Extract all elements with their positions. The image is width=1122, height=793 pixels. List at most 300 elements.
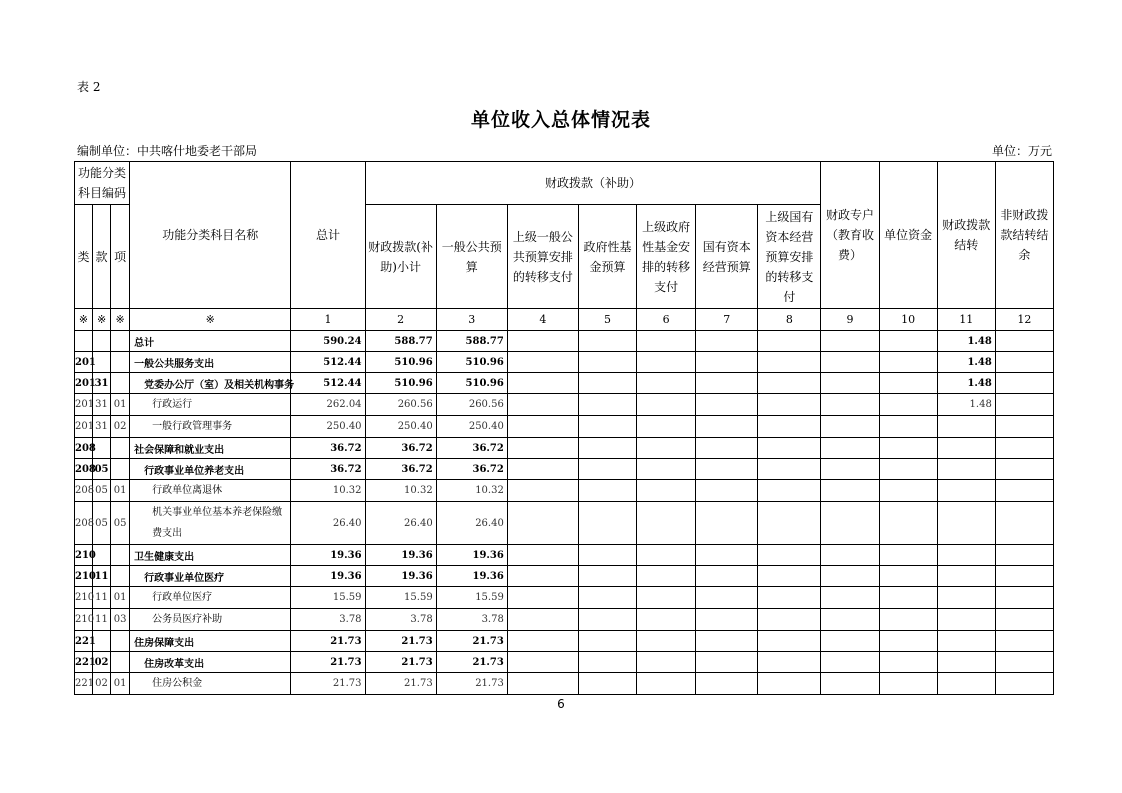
index-cell: 1 <box>291 309 365 331</box>
nonfiscal-carryover-cell <box>995 352 1053 373</box>
nonfiscal-carryover-cell <box>995 631 1053 652</box>
index-cell: 6 <box>637 309 696 331</box>
upper-general-transfer-cell <box>507 331 578 352</box>
upper-general-transfer-cell <box>507 480 578 502</box>
gov-fund-cell <box>578 545 636 566</box>
state-capital-cell <box>696 631 758 652</box>
nonfiscal-carryover-cell <box>995 566 1053 587</box>
fiscal-subtotal-cell: 36.72 <box>365 459 436 480</box>
code-kuan-cell: 05 <box>93 502 111 545</box>
index-cell: 8 <box>758 309 821 331</box>
code-lei-cell: 210 <box>75 545 93 566</box>
table-row <box>75 416 1054 438</box>
table-row <box>75 631 1054 652</box>
page-number: 6 <box>557 697 565 711</box>
upper-general-transfer-cell <box>507 566 578 587</box>
fiscal-carryover-cell <box>937 502 995 545</box>
upper-state-capital-transfer-cell <box>758 566 821 587</box>
fiscal-subtotal-cell: 36.72 <box>365 438 436 459</box>
code-kuan-cell: 11 <box>93 566 111 587</box>
fiscal-subtotal-cell: 510.96 <box>365 352 436 373</box>
state-capital-cell <box>696 652 758 673</box>
fiscal-carryover-cell <box>937 480 995 502</box>
table-row <box>75 438 1054 459</box>
upper-gov-fund-transfer-cell <box>637 352 696 373</box>
gov-fund-cell <box>578 652 636 673</box>
code-kuan-cell: 31 <box>93 394 111 416</box>
index-cell: 2 <box>365 309 436 331</box>
fiscal-subtotal-cell: 21.73 <box>365 673 436 695</box>
table-label: 表 2 <box>77 80 101 94</box>
code-lei-cell: 210 <box>75 587 93 609</box>
code-xiang-cell <box>111 438 130 459</box>
table-row <box>75 331 1054 352</box>
header-upper-gov-fund-transfer: 上级政府性基金安排的转移支付 <box>637 205 696 309</box>
table-row <box>75 673 1054 695</box>
gov-fund-cell <box>578 502 636 545</box>
compiling-unit: 编制单位：中共喀什地委老干部局 <box>77 144 258 158</box>
code-xiang-cell <box>111 459 130 480</box>
code-xiang-cell <box>111 352 130 373</box>
state-capital-cell <box>696 480 758 502</box>
fiscal-special-cell <box>821 416 879 438</box>
total-cell: 21.73 <box>291 631 365 652</box>
code-xiang-cell <box>111 373 130 394</box>
unit-funds-cell <box>879 631 937 652</box>
upper-gov-fund-transfer-cell <box>637 438 696 459</box>
header-fiscal-group: 财政拨款（补助） <box>365 162 821 205</box>
header-xiang: 项 <box>111 205 130 309</box>
upper-gov-fund-transfer-cell <box>637 566 696 587</box>
unit-funds-cell <box>879 459 937 480</box>
upper-state-capital-transfer-cell <box>758 609 821 631</box>
code-kuan-cell: 02 <box>93 652 111 673</box>
fiscal-subtotal-cell: 21.73 <box>365 631 436 652</box>
unit-funds-cell <box>879 331 937 352</box>
func-name-cell: 公务员医疗补助 <box>130 609 291 631</box>
general-budget-cell: 21.73 <box>436 673 507 695</box>
upper-state-capital-transfer-cell <box>758 438 821 459</box>
nonfiscal-carryover-cell <box>995 652 1053 673</box>
func-name-cell: 一般行政管理事务 <box>130 416 291 438</box>
general-budget-cell: 250.40 <box>436 416 507 438</box>
fiscal-carryover-cell: 1.48 <box>937 373 995 394</box>
upper-gov-fund-transfer-cell <box>637 609 696 631</box>
upper-gov-fund-transfer-cell <box>637 331 696 352</box>
unit-funds-cell <box>879 609 937 631</box>
nonfiscal-carryover-cell <box>995 587 1053 609</box>
table-row <box>75 502 1054 545</box>
code-lei-cell: 201 <box>75 352 93 373</box>
unit-funds-cell <box>879 502 937 545</box>
fiscal-special-cell <box>821 352 879 373</box>
code-xiang-cell: 01 <box>111 673 130 695</box>
upper-gov-fund-transfer-cell <box>637 416 696 438</box>
func-name-cell: 机关事业单位基本养老保险缴费支出 <box>130 502 291 545</box>
fiscal-subtotal-cell: 510.96 <box>365 373 436 394</box>
table-row <box>75 609 1054 631</box>
upper-general-transfer-cell <box>507 394 578 416</box>
code-lei-cell: 201 <box>75 416 93 438</box>
fiscal-carryover-cell <box>937 416 995 438</box>
total-cell: 36.72 <box>291 459 365 480</box>
index-cell: ※ <box>111 309 130 331</box>
code-lei-cell: 208 <box>75 438 93 459</box>
code-lei-cell: 221 <box>75 673 93 695</box>
unit-funds-cell <box>879 394 937 416</box>
code-lei-cell: 201 <box>75 373 93 394</box>
index-cell: 3 <box>436 309 507 331</box>
income-table <box>74 161 1054 695</box>
fiscal-special-cell <box>821 652 879 673</box>
code-xiang-cell: 01 <box>111 587 130 609</box>
state-capital-cell <box>696 394 758 416</box>
header-lei: 类 <box>75 205 93 309</box>
upper-gov-fund-transfer-cell <box>637 502 696 545</box>
fiscal-subtotal-cell: 3.78 <box>365 609 436 631</box>
fiscal-special-cell <box>821 438 879 459</box>
fiscal-subtotal-cell: 260.56 <box>365 394 436 416</box>
table-row <box>75 480 1054 502</box>
upper-gov-fund-transfer-cell <box>637 631 696 652</box>
unit-funds-cell <box>879 587 937 609</box>
total-cell: 262.04 <box>291 394 365 416</box>
upper-gov-fund-transfer-cell <box>637 373 696 394</box>
general-budget-cell: 588.77 <box>436 331 507 352</box>
general-budget-cell: 260.56 <box>436 394 507 416</box>
upper-gov-fund-transfer-cell <box>637 545 696 566</box>
gov-fund-cell <box>578 352 636 373</box>
fiscal-special-cell <box>821 673 879 695</box>
general-budget-cell: 36.72 <box>436 459 507 480</box>
general-budget-cell: 15.59 <box>436 587 507 609</box>
upper-general-transfer-cell <box>507 438 578 459</box>
header-fiscal-special: 财政专户（教育收费） <box>821 162 879 309</box>
upper-general-transfer-cell <box>507 587 578 609</box>
unit-funds-cell <box>879 566 937 587</box>
code-xiang-cell <box>111 545 130 566</box>
total-cell: 19.36 <box>291 545 365 566</box>
code-xiang-cell <box>111 631 130 652</box>
fiscal-special-cell <box>821 373 879 394</box>
fiscal-subtotal-cell: 10.32 <box>365 480 436 502</box>
general-budget-cell: 21.73 <box>436 631 507 652</box>
upper-general-transfer-cell <box>507 673 578 695</box>
gov-fund-cell <box>578 394 636 416</box>
code-xiang-cell: 03 <box>111 609 130 631</box>
code-lei-cell: 221 <box>75 652 93 673</box>
fiscal-special-cell <box>821 587 879 609</box>
index-cell: 9 <box>821 309 879 331</box>
nonfiscal-carryover-cell <box>995 480 1053 502</box>
func-name-cell: 社会保障和就业支出 <box>130 438 291 459</box>
upper-state-capital-transfer-cell <box>758 373 821 394</box>
general-budget-cell: 19.36 <box>436 545 507 566</box>
code-xiang-cell <box>111 652 130 673</box>
table-row <box>75 352 1054 373</box>
general-budget-cell: 10.32 <box>436 480 507 502</box>
index-cell: 7 <box>696 309 758 331</box>
general-budget-cell: 510.96 <box>436 373 507 394</box>
table-row <box>75 373 1054 394</box>
header-state-capital: 国有资本经营预算 <box>696 205 758 309</box>
code-lei-cell: 201 <box>75 394 93 416</box>
unit-funds-cell <box>879 416 937 438</box>
upper-general-transfer-cell <box>507 416 578 438</box>
func-name-cell: 住房保障支出 <box>130 631 291 652</box>
general-budget-cell: 19.36 <box>436 566 507 587</box>
code-lei-cell: 208 <box>75 502 93 545</box>
nonfiscal-carryover-cell <box>995 394 1053 416</box>
code-xiang-cell: 01 <box>111 480 130 502</box>
upper-general-transfer-cell <box>507 459 578 480</box>
header-fiscal-subtotal: 财政拨款(补助)小计 <box>365 205 436 309</box>
page-title: 单位收入总体情况表 <box>470 109 651 131</box>
general-budget-cell: 21.73 <box>436 652 507 673</box>
upper-gov-fund-transfer-cell <box>637 587 696 609</box>
upper-state-capital-transfer-cell <box>758 587 821 609</box>
func-name-cell: 总计 <box>130 331 291 352</box>
table-row <box>75 545 1054 566</box>
index-row <box>75 309 1054 331</box>
total-cell: 36.72 <box>291 438 365 459</box>
state-capital-cell <box>696 459 758 480</box>
gov-fund-cell <box>578 609 636 631</box>
fiscal-special-cell <box>821 331 879 352</box>
fiscal-carryover-cell <box>937 566 995 587</box>
code-kuan-cell: 31 <box>93 416 111 438</box>
index-cell: 5 <box>578 309 636 331</box>
unit-funds-cell <box>879 438 937 459</box>
fiscal-subtotal-cell: 19.36 <box>365 566 436 587</box>
code-kuan-cell: 05 <box>93 480 111 502</box>
fiscal-subtotal-cell: 250.40 <box>365 416 436 438</box>
state-capital-cell <box>696 587 758 609</box>
fiscal-carryover-cell: 1.48 <box>937 394 995 416</box>
code-lei-cell: 210 <box>75 609 93 631</box>
header-fiscal-carryover: 财政拨款结转 <box>937 162 995 309</box>
unit-funds-cell <box>879 545 937 566</box>
gov-fund-cell <box>578 480 636 502</box>
func-name-cell: 卫生健康支出 <box>130 545 291 566</box>
code-xiang-cell: 05 <box>111 502 130 545</box>
total-cell: 19.36 <box>291 566 365 587</box>
code-kuan-cell: 05 <box>93 459 111 480</box>
upper-general-transfer-cell <box>507 352 578 373</box>
state-capital-cell <box>696 416 758 438</box>
general-budget-cell: 26.40 <box>436 502 507 545</box>
upper-general-transfer-cell <box>507 609 578 631</box>
gov-fund-cell <box>578 373 636 394</box>
fiscal-subtotal-cell: 26.40 <box>365 502 436 545</box>
upper-state-capital-transfer-cell <box>758 394 821 416</box>
fiscal-subtotal-cell: 21.73 <box>365 652 436 673</box>
code-lei-cell: 221 <box>75 631 93 652</box>
code-kuan-cell <box>93 331 111 352</box>
func-name-cell: 党委办公厅（室）及相关机构事务 <box>130 373 291 394</box>
fiscal-carryover-cell: 1.48 <box>937 352 995 373</box>
unit-funds-cell <box>879 652 937 673</box>
fiscal-special-cell <box>821 459 879 480</box>
fiscal-carryover-cell <box>937 609 995 631</box>
nonfiscal-carryover-cell <box>995 373 1053 394</box>
upper-state-capital-transfer-cell <box>758 480 821 502</box>
gov-fund-cell <box>578 631 636 652</box>
upper-state-capital-transfer-cell <box>758 459 821 480</box>
code-kuan-cell: 31 <box>93 373 111 394</box>
upper-state-capital-transfer-cell <box>758 331 821 352</box>
header-general-budget: 一般公共预算 <box>436 205 507 309</box>
gov-fund-cell <box>578 459 636 480</box>
upper-state-capital-transfer-cell <box>758 502 821 545</box>
code-xiang-cell: 01 <box>111 394 130 416</box>
table-row <box>75 652 1054 673</box>
table-row <box>75 566 1054 587</box>
gov-fund-cell <box>578 673 636 695</box>
general-budget-cell: 510.96 <box>436 352 507 373</box>
upper-gov-fund-transfer-cell <box>637 459 696 480</box>
func-name-cell: 行政运行 <box>130 394 291 416</box>
gov-fund-cell <box>578 566 636 587</box>
nonfiscal-carryover-cell <box>995 331 1053 352</box>
func-name-cell: 行政单位医疗 <box>130 587 291 609</box>
index-cell: ※ <box>130 309 291 331</box>
func-name-cell: 行政事业单位养老支出 <box>130 459 291 480</box>
code-lei-cell: 210 <box>75 566 93 587</box>
unit-funds-cell <box>879 480 937 502</box>
table-row <box>75 459 1054 480</box>
nonfiscal-carryover-cell <box>995 673 1053 695</box>
fiscal-subtotal-cell: 15.59 <box>365 587 436 609</box>
state-capital-cell <box>696 566 758 587</box>
gov-fund-cell <box>578 438 636 459</box>
header-nonfiscal-carryover: 非财政拨款结转结余 <box>995 162 1053 309</box>
fiscal-carryover-cell: 1.48 <box>937 331 995 352</box>
code-xiang-cell: 02 <box>111 416 130 438</box>
fiscal-special-cell <box>821 545 879 566</box>
general-budget-cell: 36.72 <box>436 438 507 459</box>
fiscal-carryover-cell <box>937 631 995 652</box>
header-total: 总计 <box>291 162 365 309</box>
state-capital-cell <box>696 352 758 373</box>
upper-gov-fund-transfer-cell <box>637 652 696 673</box>
upper-state-capital-transfer-cell <box>758 352 821 373</box>
nonfiscal-carryover-cell <box>995 502 1053 545</box>
currency-unit: 单位：万元 <box>991 144 1052 158</box>
code-lei-cell: 208 <box>75 459 93 480</box>
nonfiscal-carryover-cell <box>995 459 1053 480</box>
total-cell: 3.78 <box>291 609 365 631</box>
header-func-name: 功能分类科目名称 <box>130 162 291 309</box>
fiscal-subtotal-cell: 19.36 <box>365 545 436 566</box>
total-cell: 590.24 <box>291 331 365 352</box>
nonfiscal-carryover-cell <box>995 416 1053 438</box>
func-name-cell: 行政单位离退休 <box>130 480 291 502</box>
gov-fund-cell <box>578 331 636 352</box>
state-capital-cell <box>696 673 758 695</box>
upper-state-capital-transfer-cell <box>758 416 821 438</box>
total-cell: 15.59 <box>291 587 365 609</box>
upper-general-transfer-cell <box>507 502 578 545</box>
header-gov-fund: 政府性基金预算 <box>578 205 636 309</box>
unit-funds-cell <box>879 352 937 373</box>
index-cell: 10 <box>879 309 937 331</box>
state-capital-cell <box>696 502 758 545</box>
header-upper-state-capital-transfer: 上级国有资本经营预算安排的转移支付 <box>758 205 821 309</box>
nonfiscal-carryover-cell <box>995 545 1053 566</box>
table-row <box>75 394 1054 416</box>
upper-general-transfer-cell <box>507 373 578 394</box>
state-capital-cell <box>696 609 758 631</box>
fiscal-subtotal-cell: 588.77 <box>365 331 436 352</box>
nonfiscal-carryover-cell <box>995 609 1053 631</box>
total-cell: 512.44 <box>291 373 365 394</box>
upper-state-capital-transfer-cell <box>758 545 821 566</box>
fiscal-carryover-cell <box>937 673 995 695</box>
total-cell: 10.32 <box>291 480 365 502</box>
func-name-cell: 一般公共服务支出 <box>130 352 291 373</box>
state-capital-cell <box>696 438 758 459</box>
upper-state-capital-transfer-cell <box>758 673 821 695</box>
header-kuan: 款 <box>93 205 111 309</box>
code-lei-cell: 208 <box>75 480 93 502</box>
total-cell: 21.73 <box>291 652 365 673</box>
general-budget-cell: 3.78 <box>436 609 507 631</box>
total-cell: 512.44 <box>291 352 365 373</box>
unit-funds-cell <box>879 673 937 695</box>
state-capital-cell <box>696 331 758 352</box>
upper-gov-fund-transfer-cell <box>637 673 696 695</box>
table-row <box>75 587 1054 609</box>
state-capital-cell <box>696 373 758 394</box>
code-kuan-cell: 11 <box>93 609 111 631</box>
fiscal-carryover-cell <box>937 545 995 566</box>
header-func-code: 功能分类科目编码 <box>75 162 130 205</box>
fiscal-special-cell <box>821 394 879 416</box>
fiscal-special-cell <box>821 631 879 652</box>
index-cell: ※ <box>93 309 111 331</box>
gov-fund-cell <box>578 587 636 609</box>
index-cell: ※ <box>75 309 93 331</box>
unit-funds-cell <box>879 373 937 394</box>
upper-general-transfer-cell <box>507 652 578 673</box>
fiscal-special-cell <box>821 480 879 502</box>
func-name-cell: 行政事业单位医疗 <box>130 566 291 587</box>
gov-fund-cell <box>578 416 636 438</box>
code-lei-cell <box>75 331 93 352</box>
fiscal-special-cell <box>821 609 879 631</box>
code-xiang-cell <box>111 566 130 587</box>
upper-general-transfer-cell <box>507 631 578 652</box>
header-unit-funds: 单位资金 <box>879 162 937 309</box>
fiscal-special-cell <box>821 566 879 587</box>
total-cell: 250.40 <box>291 416 365 438</box>
upper-state-capital-transfer-cell <box>758 631 821 652</box>
func-name-cell: 住房公积金 <box>130 673 291 695</box>
upper-state-capital-transfer-cell <box>758 652 821 673</box>
fiscal-carryover-cell <box>937 587 995 609</box>
fiscal-special-cell <box>821 502 879 545</box>
fiscal-carryover-cell <box>937 459 995 480</box>
upper-gov-fund-transfer-cell <box>637 394 696 416</box>
code-xiang-cell <box>111 331 130 352</box>
index-cell: 4 <box>507 309 578 331</box>
fiscal-carryover-cell <box>937 438 995 459</box>
total-cell: 26.40 <box>291 502 365 545</box>
upper-gov-fund-transfer-cell <box>637 480 696 502</box>
func-name-cell: 住房改革支出 <box>130 652 291 673</box>
upper-general-transfer-cell <box>507 545 578 566</box>
